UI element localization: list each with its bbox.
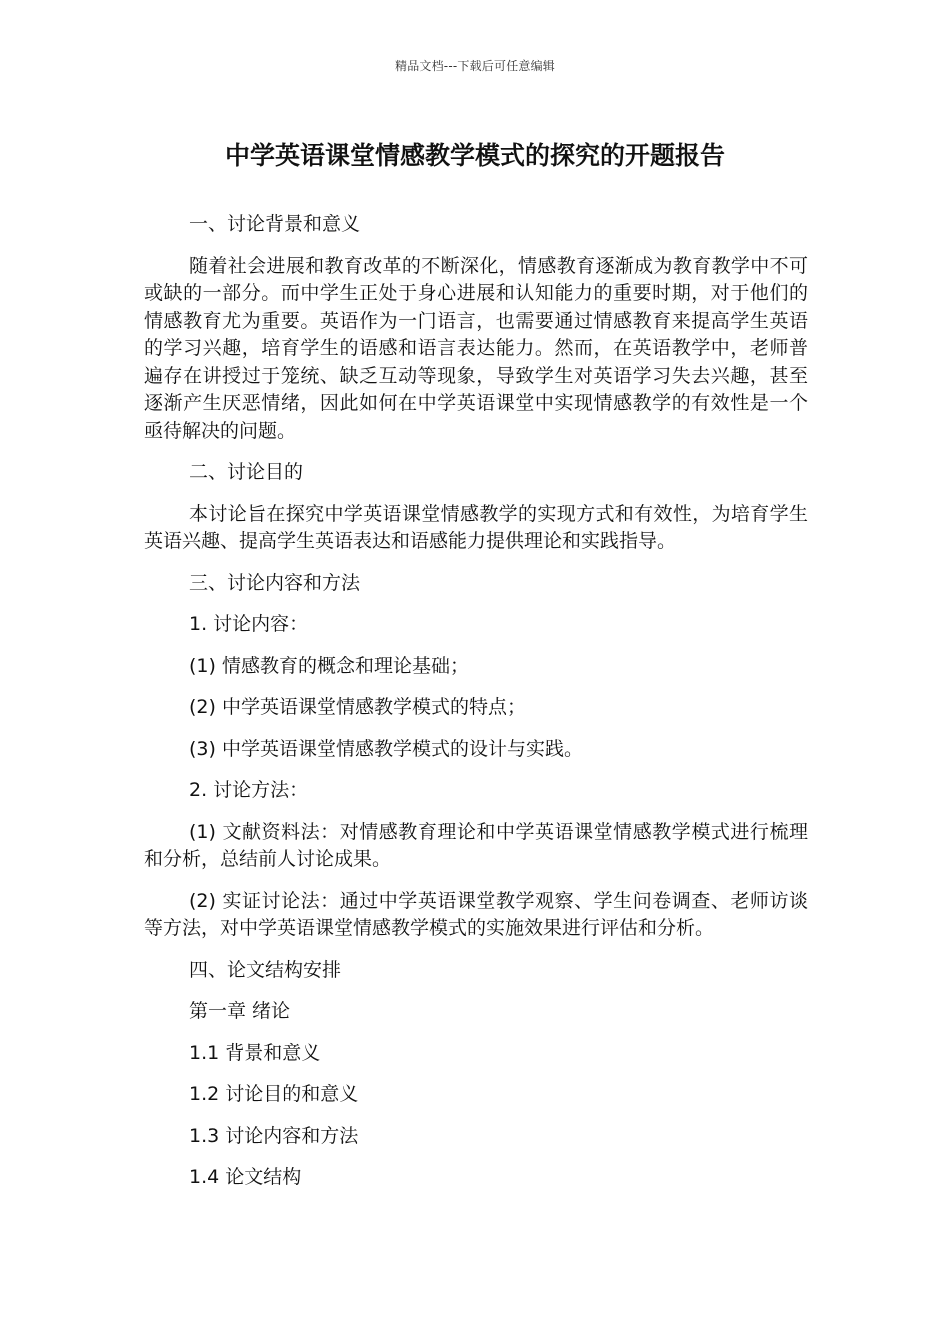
subheading-content: 1. 讨论内容： [189,613,309,635]
list-item-method-2: (2) 实证讨论法：通过中学英语课堂教学观察、学生问卷调查、老师访谈等方法，对中学英语课堂情感教学模式的实施效果进行评估和分析。 [144,889,808,939]
document-body [144,211,808,1206]
paragraph-purpose: 本讨论旨在探究中学英语课堂情感教学的实现方式和有效性，为培育学生英语兴趣、提高学生英语表达和语感能力提供理论和实践指导。 [144,502,808,552]
section-heading-purpose: 二、讨论目的 [189,461,304,483]
list-item-content-3: (3) 中学英语课堂情感教学模式的设计与实践。 [189,737,583,760]
section-heading-content-method: 三、讨论内容和方法 [189,571,361,594]
section-heading-background: 一、讨论背景和意义 [189,213,361,235]
list-item-content-2: (2) 中学英语课堂情感教学模式的特点； [189,696,526,718]
document-title: 中学英语课堂情感教学模式的探究的开题报告 [224,141,725,170]
list-item-content-1: (1) 情感教育的概念和理论基础； [189,654,469,677]
paragraph-background: 随着社会进展和教育改革的不断深化，情感教育逐渐成为教育教学中不可或缺的一部分。而中学生正处于身心进展和认知能力的重要时期，对于他们的情感教育尤为重要。英语作为一门语言，也需要通过情感教育来提高学生英语的学习兴趣，培育学生的语感和语言表达能力。然而，在英语教学中，老师普遍存在讲授过于笼统、缺乏互动等现象，导致学生对英语学习失去兴趣，甚至逐渐产生厌恶情绪，因此如何在中学英语课堂中实现情感教学的有效性是一个亟待解决的问题。 [144,254,808,442]
subheading-method: 2. 讨论方法： [189,779,309,801]
section-heading-structure: 四、论文结构安排 [189,958,342,981]
outline-item-1-3: 1.3 讨论内容和方法 [189,1124,359,1147]
outline-item-1-4: 1.4 论文结构 [189,1166,302,1188]
page-header: 精品文档---下载后可任意编辑 [395,59,555,73]
list-item-method-1: (1) 文献资料法：对情感教育理论和中学英语课堂情感教学模式进行梳理和分析，总结前人讨论成果。 [144,820,808,870]
outline-item-1-2: 1.2 讨论目的和意义 [189,1083,359,1105]
chapter-heading: 第一章 绪论 [189,1000,291,1022]
outline-item-1-1: 1.1 背景和意义 [189,1041,321,1064]
